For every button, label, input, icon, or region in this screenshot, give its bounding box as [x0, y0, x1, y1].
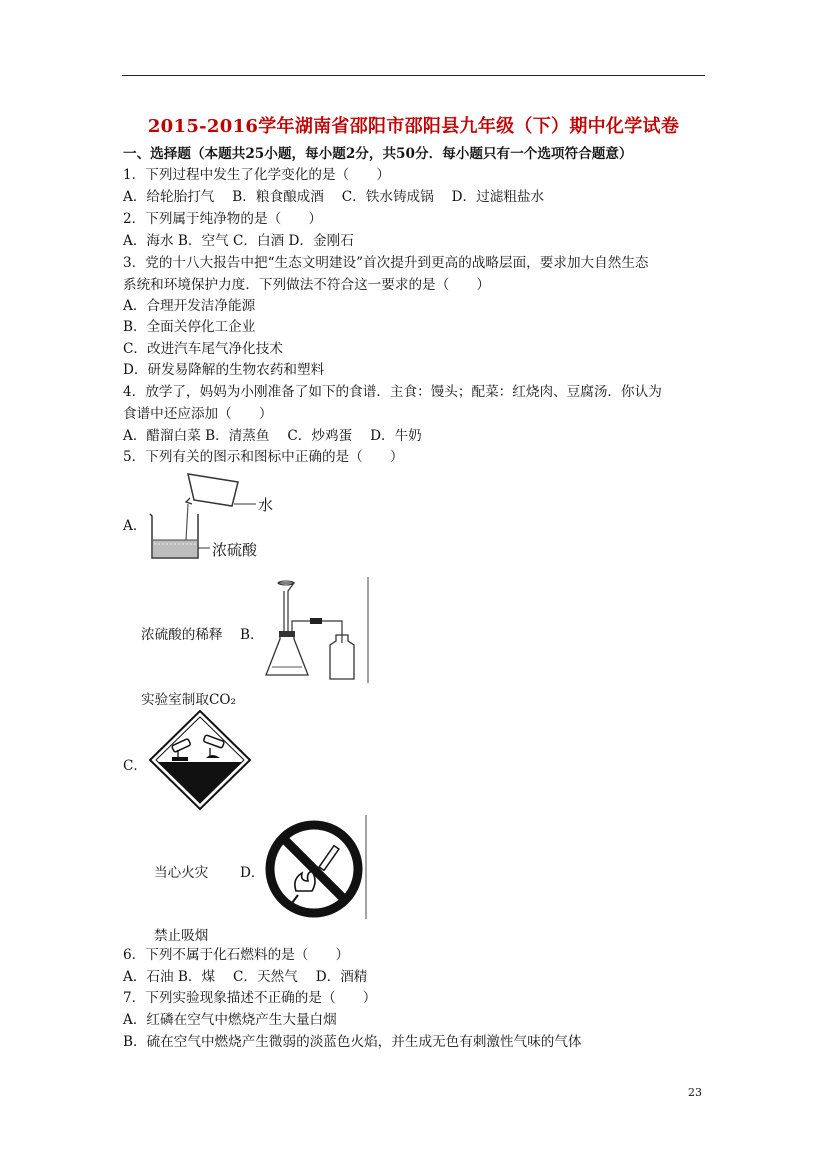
q3-option-d: D．研发易降解的生物农药和塑料 [123, 362, 325, 378]
q3-stem-line2: 系统和环境保护力度．下列做法不符合这一要求的是（ ） [123, 277, 491, 293]
no-smoking-icon [262, 815, 370, 923]
page-number: 23 [688, 1086, 702, 1099]
acid-label: 浓硫酸 [212, 541, 258, 559]
q3-option-b: B．全面关停化工企业 [123, 319, 256, 335]
q5-c-caption: 当心火灾 [154, 865, 209, 881]
water-label: 水 [258, 496, 274, 514]
q2-options: A．海水 B．空气 C．白酒 D．金刚石 [123, 233, 354, 249]
q4-stem-line1: 4．放学了，妈妈为小刚准备了如下的食谱．主食：馒头；配菜：红烧肉、豆腐汤．你认为 [123, 384, 662, 400]
section-header: 一、选择题（本题共25小题，每小题2分，共50分．每小题只有一个选项符合题意） [123, 146, 633, 162]
co2-apparatus-figure [262, 575, 370, 685]
q5-b-caption: 实验室制取CO₂ [141, 692, 236, 708]
q1-stem: 1．下列过程中发生了化学变化的是（ ） [123, 167, 390, 183]
q5-d-letter: D． [240, 865, 265, 881]
q4-options: A．醋溜白菜 B．清蒸鱼 C．炒鸡蛋 D．牛奶 [123, 428, 422, 444]
q7-stem: 7．下列实验现象描述不正确的是（ ） [123, 990, 377, 1006]
q5-a-caption: 浓硫酸的稀释 [141, 627, 223, 643]
q1-options: A．给轮胎打气 B．粮食酿成酒 C．铁水铸成锅 D．过滤粗盐水 [123, 189, 545, 205]
q5-stem: 5．下列有关的图示和图标中正确的是（ ） [123, 449, 404, 465]
q5-d-caption: 禁止吸烟 [154, 928, 209, 944]
q3-option-c: C．改进汽车尾气净化技术 [123, 341, 283, 357]
q5-b-letter: B． [240, 627, 264, 643]
corrosive-warning-icon [146, 708, 254, 812]
q5-c-letter: C． [123, 758, 147, 774]
q2-stem: 2．下列属于纯净物的是（ ） [123, 211, 322, 227]
page-title: 2015-2016学年湖南省邵阳市邵阳县九年级（下）期中化学试卷 [147, 116, 680, 137]
q6-options: A．石油 B．煤 C．天然气 D．酒精 [123, 969, 368, 985]
q3-stem-line1: 3．党的十八大报告中把“生态文明建设”首次提升到更高的战略层面，要求加大自然生态 [123, 255, 649, 271]
header-rule [122, 75, 705, 76]
q4-stem-line2: 食谱中还应添加（ ） [123, 406, 273, 422]
q5-a-letter: A． [123, 518, 147, 534]
q6-stem: 6．下列不属于化石燃料的是（ ） [123, 947, 350, 963]
q3-option-a: A．合理开发洁净能源 [123, 298, 256, 314]
q7-option-b: B．硫在空气中燃烧产生微弱的淡蓝色火焰，并生成无色有刺激性气味的气体 [123, 1034, 582, 1050]
q7-option-a: A．红磷在空气中燃烧产生大量白烟 [123, 1012, 337, 1028]
